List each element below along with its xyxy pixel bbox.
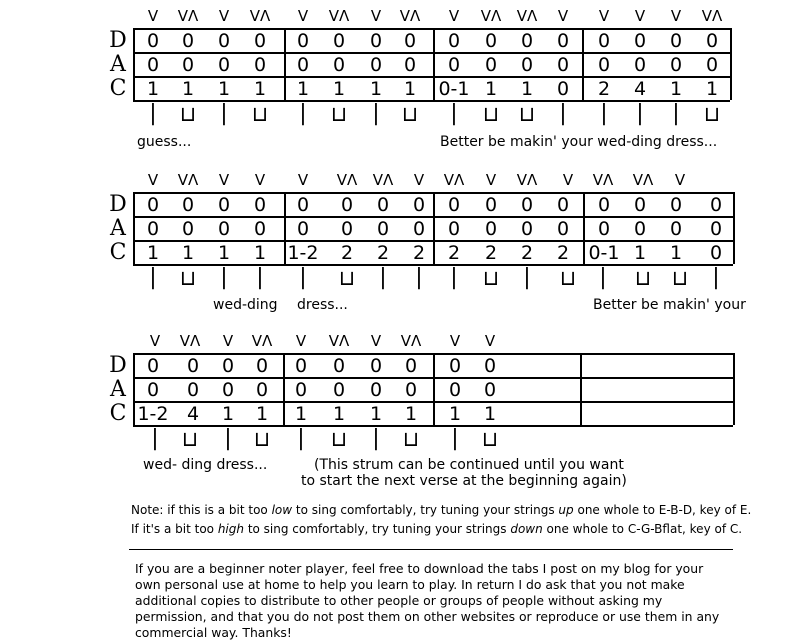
strum-symbol: ⊔ (179, 266, 197, 290)
fret-value: 2 (597, 78, 611, 100)
strum-direction-mark: V (297, 171, 309, 189)
fret-value: 1 (369, 403, 383, 425)
strum-direction-mark: V (370, 7, 382, 25)
string-label: A (110, 216, 126, 241)
fret-value: 0 (556, 30, 570, 52)
fret-value: 0 (253, 54, 267, 76)
fret-value: 1 (332, 78, 346, 100)
fret-value: 0 (669, 54, 683, 76)
fret-value: 0 (633, 194, 647, 216)
fret-value: 2 (447, 242, 461, 264)
fret-value: 1 (332, 403, 346, 425)
staff-line (133, 425, 733, 427)
fret-value: 0 (146, 379, 160, 401)
fret-value: 0 (447, 54, 461, 76)
strum-symbol: ⊔ (401, 102, 419, 126)
strum-direction-mark: V (218, 171, 230, 189)
fret-value: 0 (294, 355, 308, 377)
fret-value: 0 (556, 54, 570, 76)
bar-line (580, 353, 582, 425)
fret-value: 0 (217, 218, 231, 240)
fret-value: 2 (520, 242, 534, 264)
fret-value: 1 (294, 403, 308, 425)
fret-value: 0 (146, 355, 160, 377)
fret-value: 0 (633, 30, 647, 52)
strum-symbol: ⊔ (703, 102, 721, 126)
strum-symbol: | (379, 265, 387, 290)
fret-value: 0 (181, 218, 195, 240)
strum-direction-mark: VΛ (516, 171, 538, 189)
string-label: C (109, 401, 127, 426)
fret-value: 0 (376, 218, 390, 240)
fret-value: 0 (376, 194, 390, 216)
fret-value: 0 (556, 194, 570, 216)
strum-symbol: | (151, 426, 159, 451)
strum-symbol: | (299, 101, 307, 126)
lyric-text: to start the next verse at the beginning again) (301, 473, 627, 489)
fret-value: 0 (404, 379, 418, 401)
fret-value: 2 (412, 242, 426, 264)
bar-line (283, 353, 285, 425)
strum-symbol: ⊔ (330, 427, 348, 451)
fret-value: 0 (484, 54, 498, 76)
fret-value: 0 (332, 30, 346, 52)
fret-value: 0 (556, 218, 570, 240)
strum-direction-mark: V (218, 7, 230, 25)
fret-value: 0 (296, 194, 310, 216)
strum-symbol: | (712, 265, 720, 290)
fret-value: 0 (520, 194, 534, 216)
strum-symbol: | (523, 265, 531, 290)
bar-line (730, 28, 732, 100)
fret-value: 1-2 (137, 403, 169, 425)
strum-symbol: ⊔ (402, 427, 420, 451)
strum-direction-mark: V (634, 7, 646, 25)
fret-value: 0 (296, 218, 310, 240)
strum-direction-mark: V (448, 7, 460, 25)
fret-value: 0 (705, 30, 719, 52)
strum-direction-mark: VΛ (177, 7, 199, 25)
fret-value: 1-2 (287, 242, 319, 264)
strum-symbol: ⊔ (179, 102, 197, 126)
fret-value: 1 (669, 242, 683, 264)
strum-direction-mark: V (484, 332, 496, 350)
fret-value: 2 (556, 242, 570, 264)
fret-value: 0 (484, 218, 498, 240)
strum-symbol: | (451, 426, 459, 451)
strum-symbol: ⊔ (518, 102, 536, 126)
strum-direction-mark: V (254, 171, 266, 189)
fret-value: 0-1 (588, 242, 620, 264)
strum-direction-mark: V (598, 7, 610, 25)
string-label: C (109, 240, 127, 265)
fret-value: 0 (484, 194, 498, 216)
fret-value: 0 (186, 379, 200, 401)
fret-value: 0 (340, 218, 354, 240)
fret-value: 0 (332, 379, 346, 401)
fret-value: 0 (255, 379, 269, 401)
fret-value: 0 (412, 218, 426, 240)
disclaimer-paragraph: If you are a beginner noter player, feel free to download the tabs I post on my blog for your own personal use at home to help you learn to play. In return I do ask that you not make additional copies to distribute to other people or groups of people without asking my permission, and that you do not post them on other websites or reproduce or use them in any commercial way. Thanks! (135, 561, 720, 640)
strum-symbol: | (415, 265, 423, 290)
fret-value: 2 (376, 242, 390, 264)
bar-line (433, 353, 435, 425)
string-label: C (109, 76, 127, 101)
string-label: D (109, 353, 127, 378)
fret-value: 1 (253, 78, 267, 100)
fret-value: 0 (520, 30, 534, 52)
bar-line (582, 28, 584, 100)
strum-symbol: ⊔ (338, 266, 356, 290)
fret-value: 0 (705, 54, 719, 76)
fret-value: 0 (217, 194, 231, 216)
strum-symbol: | (450, 265, 458, 290)
fret-value: 2 (340, 242, 354, 264)
strum-direction-mark: VΛ (328, 332, 350, 350)
fret-value: 1 (181, 242, 195, 264)
fret-value: 0 (403, 54, 417, 76)
lyric-text: (This strum can be continued until you want (314, 457, 624, 473)
fret-value: 0 (448, 355, 462, 377)
fret-value: 0 (483, 355, 497, 377)
strum-direction-mark: V (147, 7, 159, 25)
strum-symbol: | (600, 101, 608, 126)
fret-value: 0 (709, 242, 723, 264)
fret-value: 0 (253, 218, 267, 240)
fret-value: 1 (520, 78, 534, 100)
strum-symbol: ⊔ (559, 266, 577, 290)
fret-value: 1 (669, 78, 683, 100)
fret-value: 0 (253, 30, 267, 52)
fret-value: 0 (669, 30, 683, 52)
strum-direction-mark: VΛ (249, 7, 271, 25)
fret-value: 1 (296, 78, 310, 100)
fret-value: 0 (369, 355, 383, 377)
fret-value: 0 (709, 194, 723, 216)
fret-value: 0 (404, 355, 418, 377)
fret-value: 0 (221, 379, 235, 401)
string-label: A (110, 377, 126, 402)
strum-symbol: | (450, 101, 458, 126)
fret-value: 1 (448, 403, 462, 425)
string-label: D (109, 28, 127, 53)
fret-value: 0 (597, 194, 611, 216)
fret-value: 1 (483, 403, 497, 425)
strum-direction-mark: VΛ (372, 171, 394, 189)
strum-direction-mark: VΛ (592, 171, 614, 189)
strum-direction-mark: VΛ (251, 332, 273, 350)
fret-value: 0 (633, 54, 647, 76)
fret-value: 0 (556, 78, 570, 100)
fret-value: 0 (447, 218, 461, 240)
fret-value: 4 (633, 78, 647, 100)
fret-value: 0 (221, 355, 235, 377)
strum-symbol: ⊔ (671, 266, 689, 290)
fret-value: 0 (483, 379, 497, 401)
strum-direction-mark: VΛ (632, 171, 654, 189)
strum-direction-mark: V (147, 171, 159, 189)
fret-value: 1 (221, 403, 235, 425)
strum-direction-mark: V (449, 332, 461, 350)
fret-value: 0 (633, 218, 647, 240)
fret-value: 1 (484, 78, 498, 100)
fret-value: 0 (484, 30, 498, 52)
strum-direction-mark: VΛ (328, 7, 350, 25)
note-too-low: Note: if this is a bit too low to sing comfortably, try tuning your strings up one whole to E-B-D, key of E. (131, 503, 752, 517)
strum-symbol: | (372, 101, 380, 126)
fret-value: 1 (705, 78, 719, 100)
fret-value: 0 (709, 218, 723, 240)
strum-symbol: | (256, 265, 264, 290)
strum-symbol: ⊔ (634, 266, 652, 290)
lyric-text: guess... (137, 134, 192, 150)
fret-value: 0 (294, 379, 308, 401)
strum-direction-mark: V (413, 171, 425, 189)
strum-symbol: | (220, 101, 228, 126)
strum-symbol: | (672, 101, 680, 126)
strum-direction-mark: VΛ (400, 332, 422, 350)
fret-value: 0 (403, 30, 417, 52)
fret-value: 0 (181, 30, 195, 52)
fret-value: 1 (253, 242, 267, 264)
fret-value: 0 (146, 218, 160, 240)
strum-symbol: | (224, 426, 232, 451)
strum-symbol: ⊔ (181, 427, 199, 451)
strum-direction-mark: V (562, 171, 574, 189)
string-label: D (109, 192, 127, 217)
strum-symbol: | (636, 101, 644, 126)
strum-symbol: | (297, 426, 305, 451)
strum-direction-mark: VΛ (399, 7, 421, 25)
fret-value: 2 (484, 242, 498, 264)
fret-value: 0 (181, 194, 195, 216)
strum-symbol: | (149, 265, 157, 290)
lyric-text: wed-ding (213, 297, 278, 313)
strum-direction-mark: VΛ (443, 171, 465, 189)
fret-value: 1 (369, 78, 383, 100)
fret-value: 1 (403, 78, 417, 100)
strum-direction-mark: V (485, 171, 497, 189)
fret-value: 0 (597, 218, 611, 240)
lyric-text: wed- ding dress... (143, 457, 268, 473)
fret-value: 0 (332, 355, 346, 377)
lyric-text: Better be makin' your (593, 297, 746, 313)
fret-value: 1 (217, 78, 231, 100)
strum-direction-mark: VΛ (177, 171, 199, 189)
fret-value: 0 (520, 54, 534, 76)
fret-value: 1 (217, 242, 231, 264)
strum-symbol: | (299, 265, 307, 290)
fret-value: 0 (669, 218, 683, 240)
fret-value: 0 (448, 379, 462, 401)
fret-value: 0 (520, 218, 534, 240)
strum-symbol: ⊔ (482, 266, 500, 290)
strum-symbol: ⊔ (330, 102, 348, 126)
fret-value: 0-1 (438, 78, 470, 100)
strum-direction-mark: VΛ (179, 332, 201, 350)
fret-value: 0 (369, 379, 383, 401)
strum-direction-mark: VΛ (516, 7, 538, 25)
fret-value: 0 (296, 30, 310, 52)
fret-value: 1 (404, 403, 418, 425)
strum-direction-mark: V (670, 7, 682, 25)
strum-symbol: | (599, 265, 607, 290)
strum-direction-mark: V (674, 171, 686, 189)
bar-line (733, 353, 735, 425)
divider-rule (129, 549, 733, 550)
fret-value: 0 (146, 30, 160, 52)
fret-value: 4 (186, 403, 200, 425)
fret-value: 0 (669, 194, 683, 216)
fret-value: 0 (186, 355, 200, 377)
strum-direction-mark: V (370, 332, 382, 350)
fret-value: 0 (253, 194, 267, 216)
fret-value: 0 (146, 54, 160, 76)
fret-value: 0 (332, 54, 346, 76)
lyric-text: dress... (297, 297, 348, 313)
fret-value: 0 (597, 54, 611, 76)
fret-value: 0 (412, 194, 426, 216)
fret-value: 0 (369, 30, 383, 52)
bar-line (733, 192, 735, 264)
note-too-high: If it's a bit too high to sing comfortably, try tuning your strings down one whole to C-G-Bflat, key of C. (131, 522, 743, 536)
strum-symbol: ⊔ (481, 427, 499, 451)
fret-value: 0 (447, 194, 461, 216)
strum-symbol: ⊔ (253, 427, 271, 451)
bar-line (133, 192, 135, 264)
strum-symbol: ⊔ (251, 102, 269, 126)
string-label: A (110, 52, 126, 77)
strum-direction-mark: VΛ (336, 171, 358, 189)
strum-direction-mark: VΛ (480, 7, 502, 25)
strum-symbol: | (559, 101, 567, 126)
fret-value: 0 (217, 54, 231, 76)
fret-value: 1 (255, 403, 269, 425)
strum-symbol: ⊔ (482, 102, 500, 126)
strum-symbol: | (220, 265, 228, 290)
strum-direction-mark: VΛ (701, 7, 723, 25)
bar-line (284, 28, 286, 100)
lyric-text: Better be makin' your wed-ding dress... (440, 134, 718, 150)
fret-value: 1 (146, 78, 160, 100)
strum-direction-mark: V (297, 7, 309, 25)
fret-value: 0 (255, 355, 269, 377)
fret-value: 0 (369, 54, 383, 76)
fret-value: 0 (217, 30, 231, 52)
fret-value: 0 (597, 30, 611, 52)
fret-value: 1 (146, 242, 160, 264)
fret-value: 0 (181, 54, 195, 76)
strum-symbol: | (149, 101, 157, 126)
fret-value: 0 (340, 194, 354, 216)
fret-value: 0 (447, 30, 461, 52)
bar-line (133, 28, 135, 100)
fret-value: 1 (181, 78, 195, 100)
strum-direction-mark: V (149, 332, 161, 350)
fret-value: 0 (296, 54, 310, 76)
fret-value: 1 (633, 242, 647, 264)
fret-value: 0 (146, 194, 160, 216)
strum-direction-mark: V (222, 332, 234, 350)
strum-direction-mark: V (557, 7, 569, 25)
strum-direction-mark: V (295, 332, 307, 350)
strum-symbol: | (372, 426, 380, 451)
